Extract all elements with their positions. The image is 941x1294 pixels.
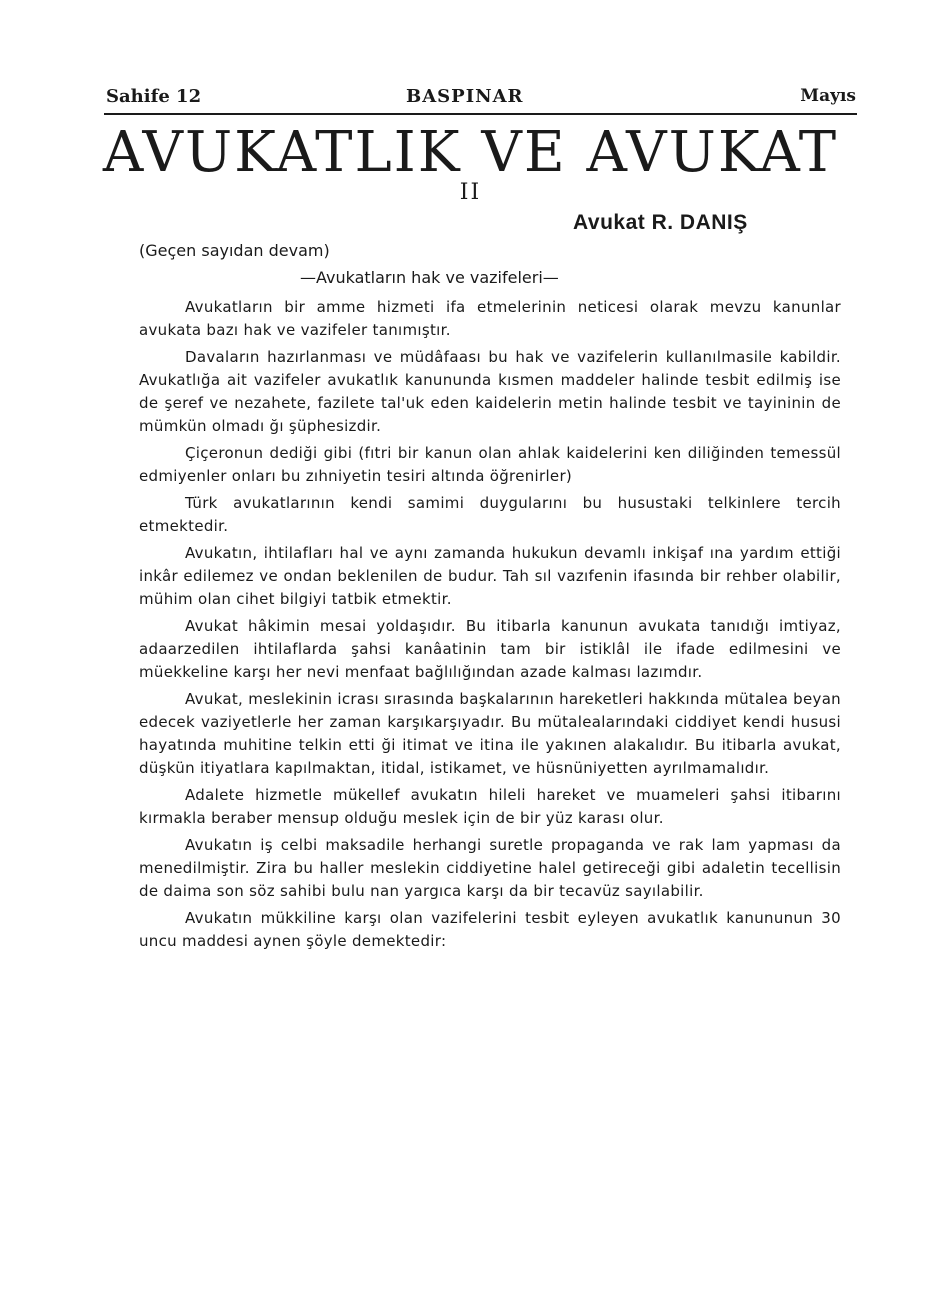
paragraph: Adalete hizmetle mükellef avukatın hileli hareket ve muameleri şahsi itibarını kırmakla beraber mensup olduğu meslek için de bir yüz karası olur. (139, 786, 841, 827)
article-title: AVUKATLIK VE AVUKAT (102, 120, 839, 185)
paragraph: Çiçeronun dediği gibi (fıtri bir kanun olan ahlak kaidelerini ken diliğinden temessül edmiyenler onları bu zıhniyetin tesiri altında öğrenirler) (139, 444, 841, 485)
paragraph: Türk avukatlarının kendi samimi duygularını bu husustaki telkinlere tercih etmektedir. (139, 494, 841, 535)
paragraph: Avukatların bir amme hizmeti ifa etmelerinin neticesi olarak mevzu kanunlar avukata bazı hak ve vazifeler tanımıştır. (139, 298, 841, 339)
article-author: Avukat R. DANIŞ (573, 211, 748, 234)
article-body (139, 296, 841, 953)
header-rule (104, 113, 857, 115)
article-part: II (459, 180, 482, 205)
page-number: Sahife 12 (106, 86, 202, 107)
paragraph: Avukatın iş celbi maksadile herhangi suretle propaganda ve rak lam yapması da menedilmiştir. Zira bu haller meslekin ciddiyetine halel getireceği gibi adaletin tecellisin de daima son söz sahibi bulu nan yargıca karşı da bir tecavüz sayılabilir. (139, 836, 841, 900)
journal-name: BASPINAR (406, 86, 524, 107)
page-header (106, 86, 856, 114)
issue-month: Mayıs (800, 86, 856, 106)
continuation-note: (Geçen sayıdan devam) (139, 241, 330, 260)
section-heading: —Avukatların hak ve vazifeleri— (300, 268, 559, 287)
paragraph: Avukatın, ihtilafları hal ve aynı zamanda hukukun devamlı inkişaf ına yardım ettiği inkâr edilemez ve ondan beklenilen de budur. Tah sıl vazıfenin ifasında bir rehber olabilir, mühim olan cihet bilgiyi tatbik etmektir. (139, 544, 841, 608)
paragraph: Davaların hazırlanması ve müdâfaası bu hak ve vazifelerin kullanılmasile kabildir. Avukatlığa ait vazifeler avukatlık kanununda kısmen maddeler halinde tesbit edilmiş ise de şeref ve nezahete, fazilete tal'uk eden kaidelerin metin halinde tesbit ve tayininin de mümkün olmadı ğı şüphesizdir. (139, 348, 841, 435)
paragraph: Avukat, meslekinin icrası sırasında başkalarının hareketleri hakkında mütalea beyan edecek vaziyetlerle her zaman karşıkarşıyadır. Bu mütalealarındaki ciddiyet kendi hususi hayatında muhitine telkin etti ği itimat ve itina ile yakınen alakalıdır. Bu itibarla avukat, düşkün itiyatlara kapılmaktan, itidal, istikamet, ve hüsnüniyetten ayrılmamalıdır. (139, 690, 841, 777)
paragraph: Avukatın mükkiline karşı olan vazifelerini tesbit eyleyen avukatlık kanununun 30 uncu maddesi aynen şöyle demektedir: (139, 909, 841, 950)
paragraph: Avukat hâkimin mesai yoldaşıdır. Bu itibarla kanunun avukata tanıdığı imtiyaz, adaarzedilen ihtilaflarda şahsi kanâatinin tam bir istiklâl ile ifade edilmesini ve müekkeline karşı her nevi menfaat bağlılığından azade kalması lazımdır. (139, 617, 841, 681)
